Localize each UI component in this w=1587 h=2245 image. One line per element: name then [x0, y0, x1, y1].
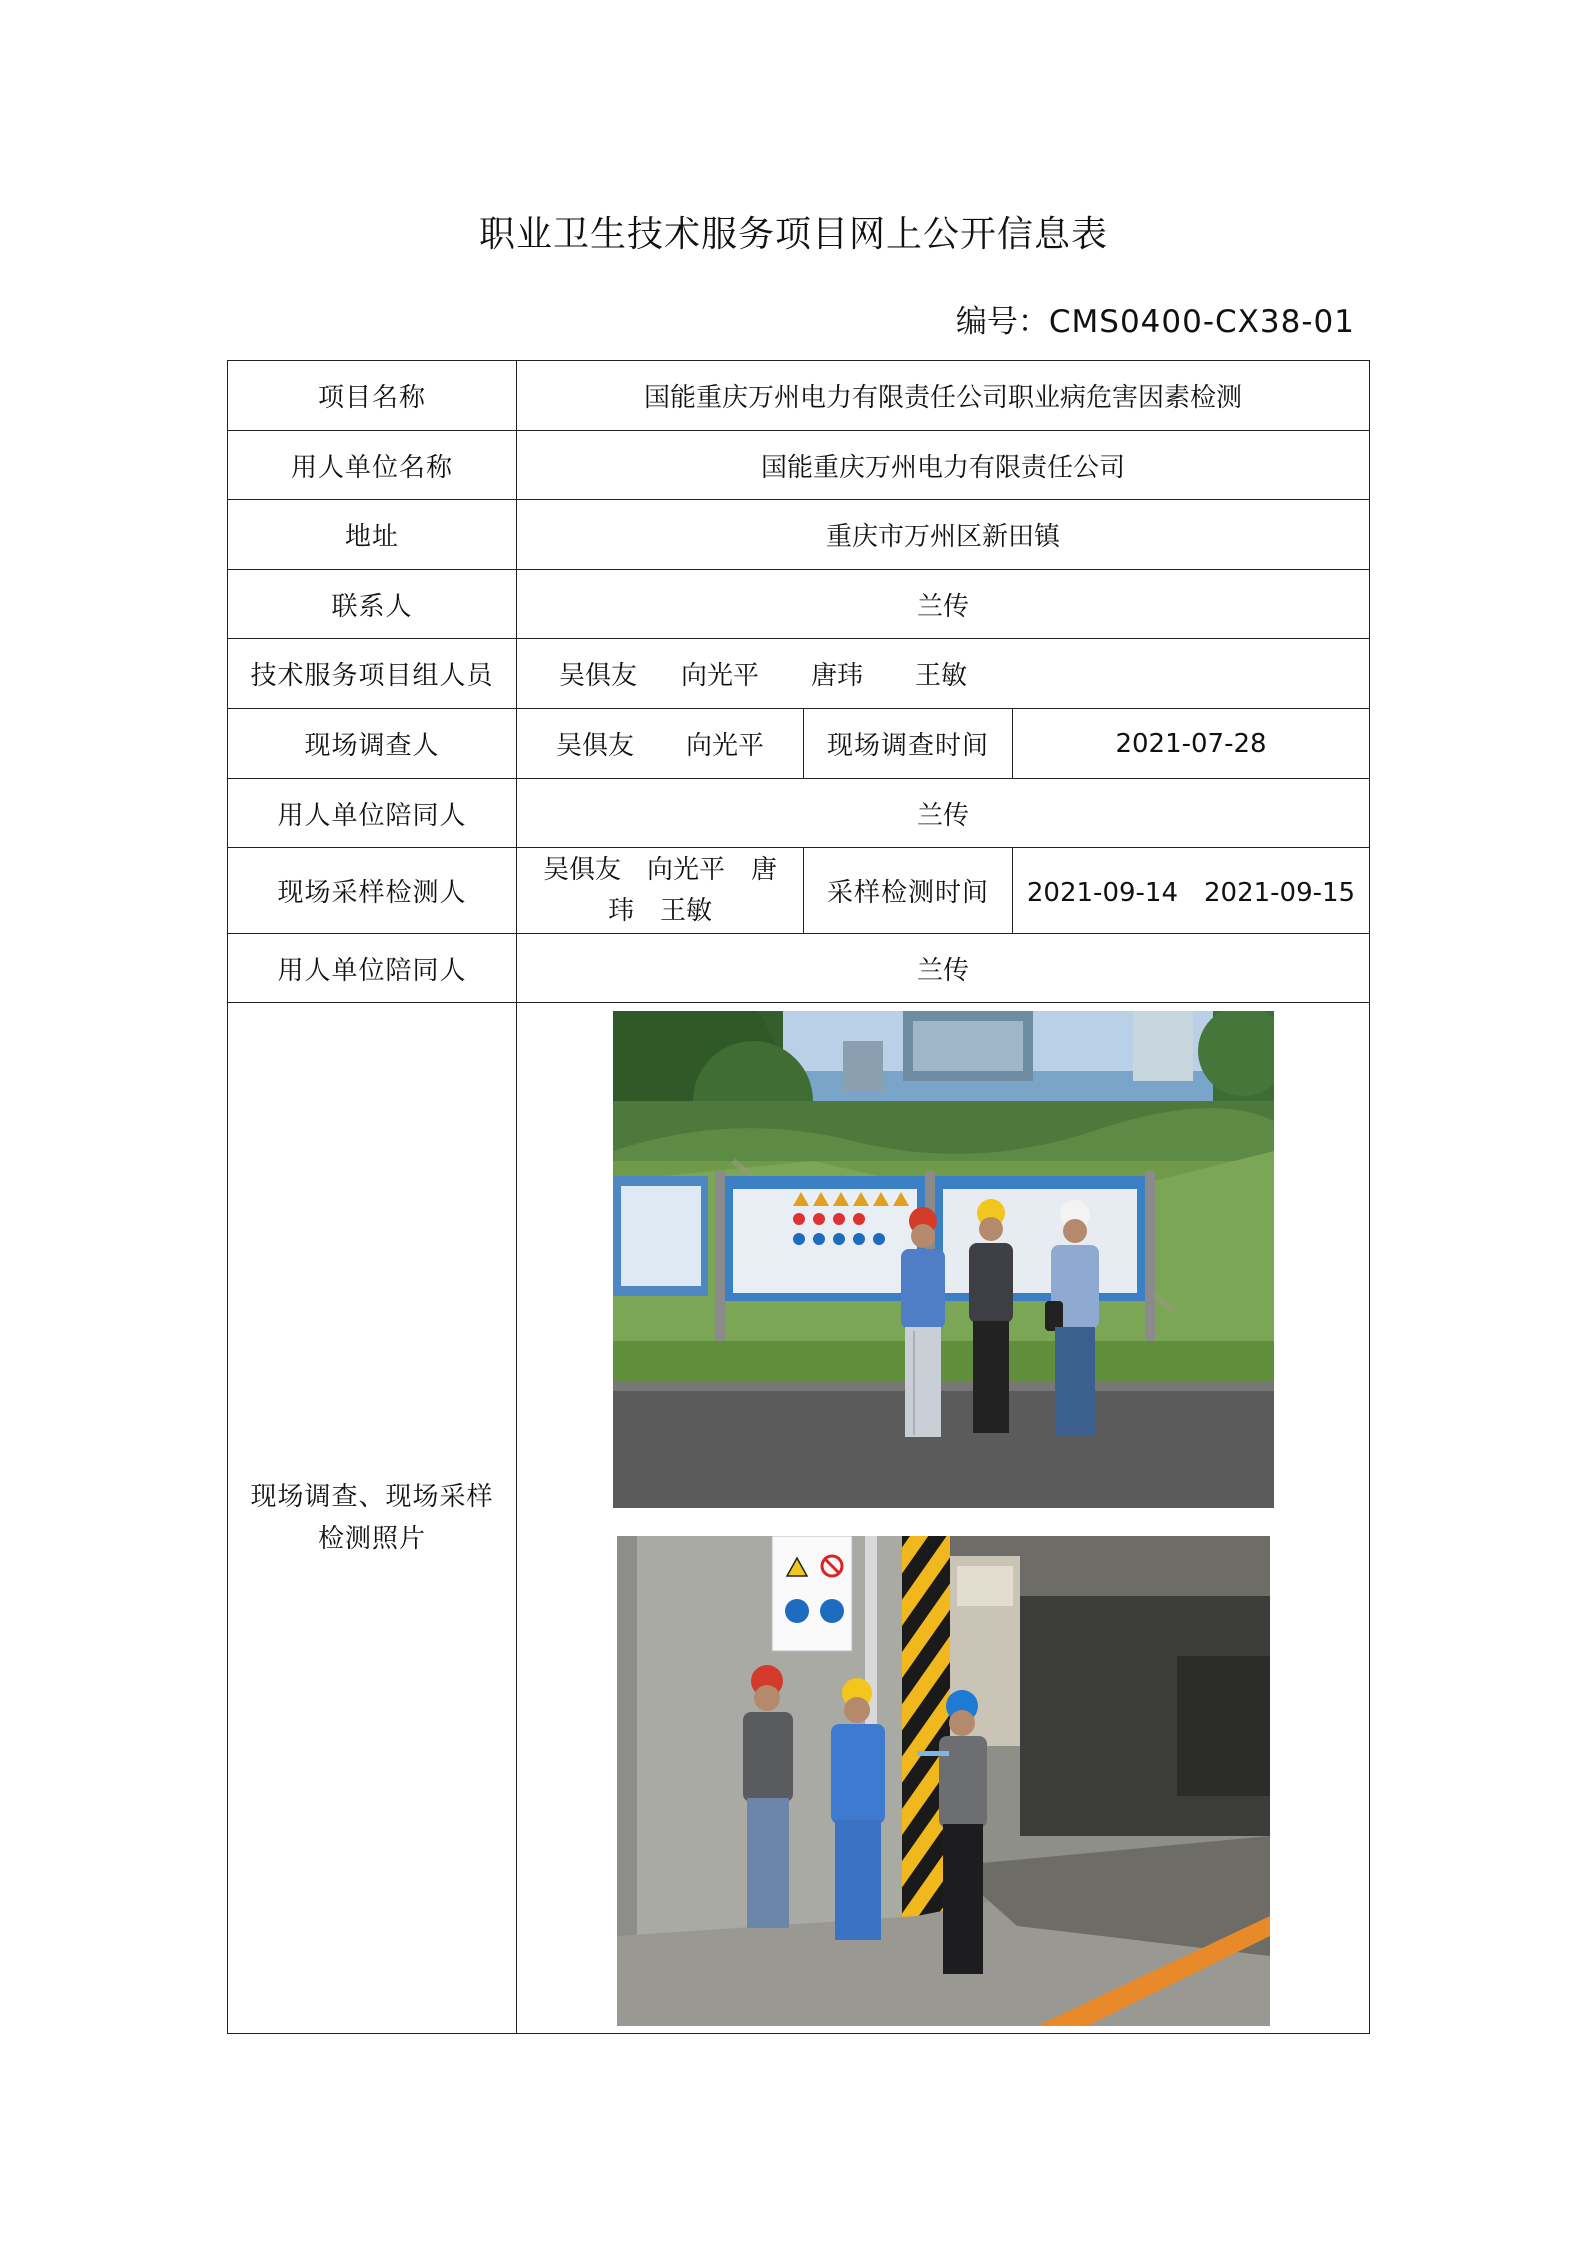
- photos-label: [228, 1003, 517, 2034]
- escort-2-value: 兰传: [517, 934, 1370, 1003]
- row-survey: [228, 709, 1370, 779]
- row-employer-name: [228, 431, 1370, 500]
- survey-time-label: 现场调查时间: [804, 709, 1013, 779]
- team-member: 向光平: [681, 661, 760, 691]
- photos-label-line-2: 检测照片: [317, 1524, 426, 1554]
- row-contact: [228, 570, 1370, 639]
- page-title: 职业卫生技术服务项目网上公开信息表: [478, 214, 1108, 255]
- contact-label: 联系人: [228, 570, 517, 639]
- survey-time-value: 2021-07-28: [1013, 709, 1370, 779]
- sampling-value: [517, 848, 804, 934]
- project-name-value: 国能重庆万州电力有限责任公司职业病危害因素检测: [517, 361, 1370, 431]
- team-members: [517, 639, 1370, 709]
- address-value: 重庆市万州区新田镇: [517, 500, 1370, 570]
- address-label: 地址: [228, 500, 517, 570]
- row-sampling: [228, 848, 1370, 934]
- info-table: [227, 360, 1370, 2034]
- employer-name-label: 用人单位名称: [228, 431, 517, 500]
- survey-photo-image: [613, 1011, 1274, 1508]
- escort-2-label: 用人单位陪同人: [228, 934, 517, 1003]
- sampling-photo-image: [617, 1536, 1270, 2026]
- row-team: [228, 639, 1370, 709]
- row-escort-2: [228, 934, 1370, 1003]
- sampling-value-line-2: 玮 王敏: [607, 895, 712, 926]
- document-code: [956, 296, 1355, 341]
- project-name-label: 项目名称: [228, 361, 517, 431]
- team-member: 王敏: [915, 661, 968, 691]
- row-address: [228, 500, 1370, 570]
- escort-1-value: 兰传: [517, 779, 1370, 848]
- photos-cell: [517, 1003, 1370, 2034]
- photos-label-line-1: 现场调查、现场采样: [250, 1482, 494, 1512]
- sampling-label: 现场采样检测人: [228, 848, 517, 934]
- row-project-name: [228, 361, 1370, 431]
- employer-name-value: 国能重庆万州电力有限责任公司: [517, 431, 1370, 500]
- survey-photo: [613, 1011, 1274, 1508]
- team-label: 技术服务项目组人员: [228, 639, 517, 709]
- row-photos: [228, 1003, 1370, 2034]
- row-escort-1: [228, 779, 1370, 848]
- sampling-value-line-1: 吴俱友 向光平 唐: [542, 854, 777, 885]
- code-value: CMS0400-CX38-01: [1048, 304, 1355, 340]
- team-member: 唐玮: [811, 661, 864, 691]
- sampling-time-label: 采样检测时间: [804, 848, 1013, 934]
- contact-value: 兰传: [517, 570, 1370, 639]
- survey-label: 现场调查人: [228, 709, 517, 779]
- sampling-time-value: 2021-09-14 2021-09-15: [1013, 848, 1370, 934]
- survey-value: 吴俱友 向光平: [517, 709, 804, 779]
- team-member: 吴俱友: [559, 661, 638, 691]
- escort-1-label: 用人单位陪同人: [228, 779, 517, 848]
- code-label: 编号：: [955, 304, 1049, 340]
- sampling-photo: [617, 1536, 1270, 2026]
